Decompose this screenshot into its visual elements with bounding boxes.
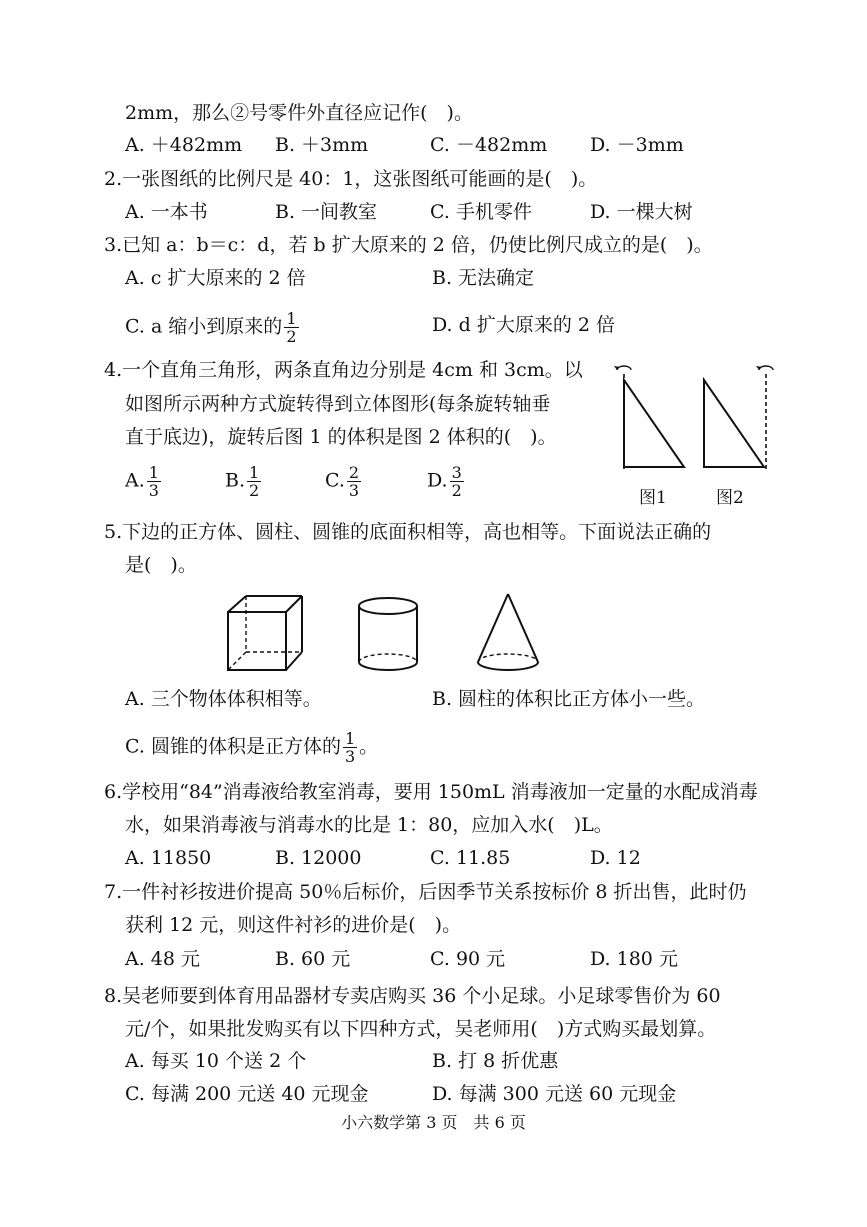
q5-line-2: 是( )。 — [125, 554, 197, 576]
q8-line-1: 8.吴老师要到体育用品器材专卖店购买 36 个小足球。小足球零售价为 60 — [104, 985, 721, 1007]
q5-line-1: 5.下边的正方体、圆柱、圆锥的底面积相等，高也相等。下面说法正确的 — [104, 521, 712, 543]
q6-line-2: 水，如果消毒液与消毒水的比是 1：80，应加入水( )L。 — [125, 814, 613, 836]
q7-option-b: B. 60 元 — [275, 948, 351, 970]
q2-option-c: C. 手机零件 — [430, 201, 532, 223]
q2-option-a: A. 一本书 — [125, 201, 208, 223]
q5-option-a: A. 三个物体体积相等。 — [125, 688, 322, 710]
q4-option-a-letter: A. — [125, 469, 145, 492]
q2-stem: 2.一张图纸的比例尺是 40：1，这张图纸可能画的是( )。 — [104, 168, 598, 190]
q4-option-b-fraction — [247, 464, 261, 499]
q7-option-c: C. 90 元 — [430, 948, 506, 970]
q5-option-c — [125, 730, 378, 765]
q4-option-c-letter: C. — [325, 469, 345, 492]
q3-option-a: A. c 扩大原来的 2 倍 — [125, 267, 306, 289]
q4-option-d-fraction — [450, 464, 464, 499]
cone-shape — [478, 594, 538, 670]
q6-option-a: A. 11850 — [125, 847, 212, 869]
q8-line-2: 元/个，如果批发购买有以下四种方式，吴老师用( )方式购买最划算。 — [125, 1018, 717, 1040]
q3-option-c-fraction — [284, 310, 298, 345]
q6-line-1: 6.学校用“84”消毒液给教室消毒，要用 150mL 消毒液加一定量的水配成消毒 — [104, 781, 758, 803]
q1-option-c: C. －482mm — [430, 134, 548, 156]
fraction-denominator: 2 — [286, 327, 297, 346]
fraction-numerator: 2 — [348, 463, 360, 482]
q3-option-b: B. 无法确定 — [432, 267, 535, 289]
fraction-denominator: 3 — [148, 481, 159, 500]
q3-stem: 3.已知 a：b＝c：d，若 b 扩大原来的 2 倍，仍使比例尺成立的是( )。 — [104, 234, 713, 256]
fraction-denominator: 3 — [348, 481, 360, 500]
q4-option-d-letter: D. — [427, 469, 448, 492]
fraction-denominator: 3 — [344, 747, 356, 766]
q4-option-c-fraction — [347, 464, 361, 499]
q4-line-1: 4.一个直角三角形，两条直角边分别是 4cm 和 3cm。以 — [104, 359, 583, 381]
q8-option-d: D. 每满 300 元送 60 元现金 — [432, 1083, 677, 1105]
fraction-numerator: 1 — [148, 463, 159, 482]
q1-option-d: D. －3mm — [590, 134, 684, 156]
page-footer: 小六数学第 3 页 共 6 页 — [341, 1113, 526, 1132]
fraction-numerator: 1 — [344, 729, 356, 748]
q2-option-b: B. 一间教室 — [275, 201, 378, 223]
q5-option-b: B. 圆柱的体积比正方体小一些。 — [432, 688, 706, 710]
fraction-numerator: 1 — [286, 309, 297, 328]
q7-line-1: 7.一件衬衫按进价提高 50％后标价，后因季节关系按标价 8 折出售，此时仍 — [104, 881, 747, 903]
fraction-denominator: 2 — [451, 481, 462, 500]
q7-line-2: 获利 12 元，则这件衬衫的进价是( )。 — [125, 914, 462, 936]
triangle-figures — [605, 360, 785, 475]
figure-2-triangle — [704, 366, 773, 470]
q6-option-b: B. 12000 — [275, 847, 362, 869]
q7-option-a: A. 48 元 — [125, 948, 201, 970]
q4-option-d — [427, 464, 466, 499]
q1-option-a: A. ＋482mm — [125, 134, 243, 156]
fraction-numerator: 1 — [249, 463, 260, 482]
q5-option-c-fraction — [343, 730, 357, 765]
q8-option-b: B. 打 8 折优惠 — [432, 1050, 559, 1072]
solids-figure — [220, 590, 550, 680]
figure-1-triangle — [614, 366, 684, 470]
q5-option-c-suffix: 。 — [359, 735, 379, 758]
figure-2-label: 图2 — [716, 488, 744, 508]
q6-option-c: C. 11.85 — [430, 847, 511, 869]
q3-option-c — [125, 310, 301, 345]
q1-option-b: B. ＋3mm — [275, 134, 369, 156]
fraction-denominator: 2 — [249, 481, 260, 500]
q7-option-d: D. 180 元 — [590, 948, 678, 970]
q4-line-3: 直于底边)，旋转后图 1 的体积是图 2 体积的( )。 — [125, 426, 557, 448]
q4-option-b — [225, 464, 263, 499]
q3-option-d: D. d 扩大原来的 2 倍 — [432, 314, 616, 336]
q4-option-a-fraction — [147, 464, 161, 499]
q6-option-d: D. 12 — [590, 847, 641, 869]
q5-option-c-text: C. 圆锥的体积是正方体的 — [125, 735, 341, 758]
q1-stem: 2mm，那么②号零件外直径应记作( )。 — [125, 102, 473, 124]
figure-1-label: 图1 — [639, 488, 667, 508]
q8-option-c: C. 每满 200 元送 40 元现金 — [125, 1083, 369, 1105]
q2-option-d: D. 一棵大树 — [590, 201, 693, 223]
q4-line-2: 如图所示两种方式旋转得到立体图形(每条旋转轴垂 — [125, 393, 551, 415]
q4-option-b-letter: B. — [225, 469, 246, 492]
fraction-numerator: 3 — [451, 463, 462, 482]
q8-option-a: A. 每买 10 个送 2 个 — [125, 1050, 307, 1072]
q4-option-a — [125, 464, 163, 499]
cube-shape — [228, 596, 302, 670]
q4-option-c — [325, 464, 363, 499]
cylinder-shape — [359, 598, 417, 670]
q3-option-c-text: C. a 缩小到原来的 — [125, 315, 283, 338]
